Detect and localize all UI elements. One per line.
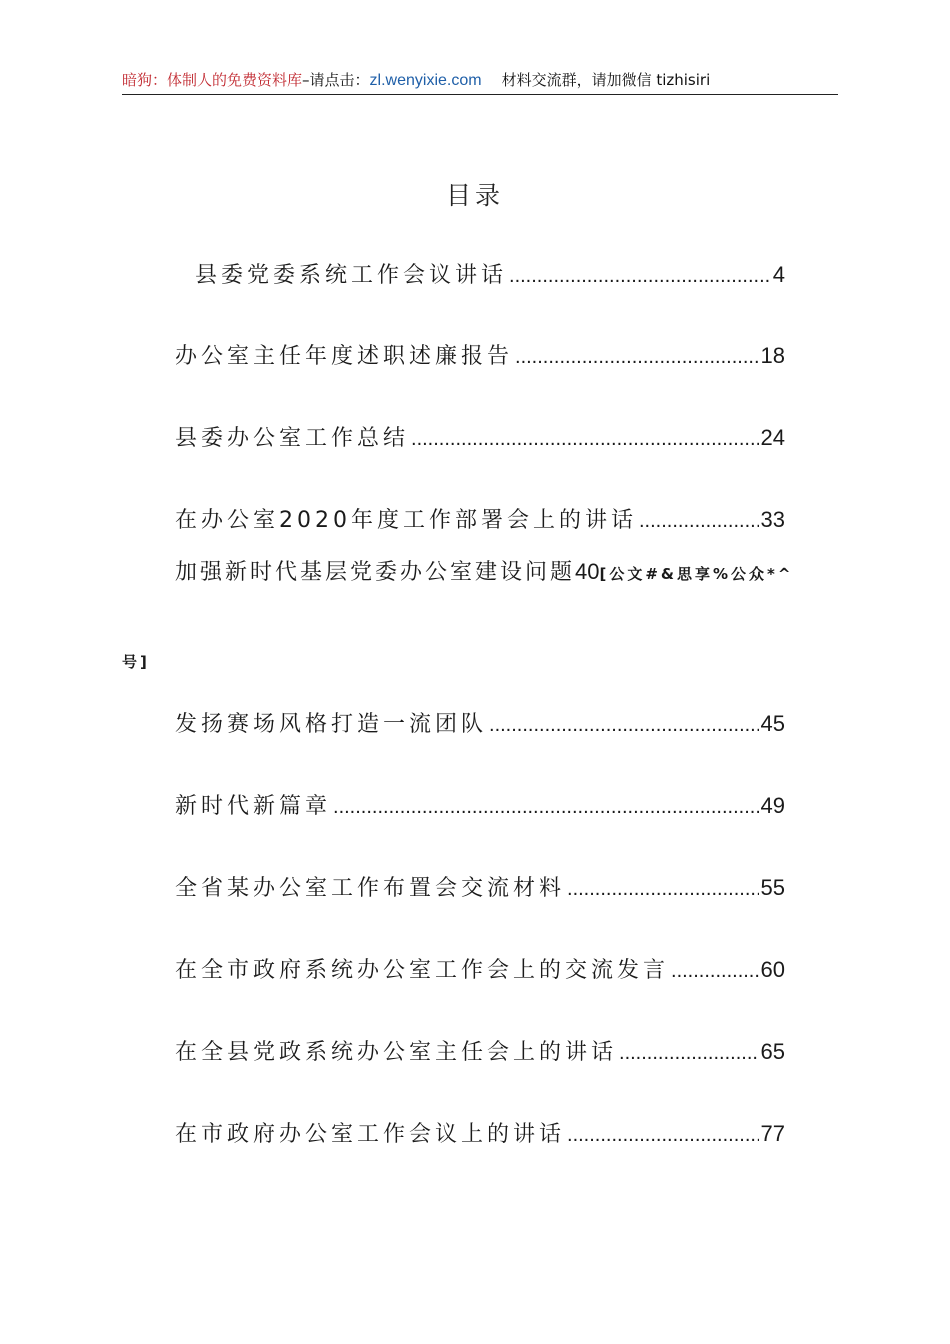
toc-entry-page: 4	[772, 262, 785, 287]
toc-entry-label: 在市政府办公室工作会议上的讲话	[175, 1122, 566, 1147]
page-header	[122, 66, 838, 95]
toc-entry[interactable]	[175, 340, 785, 372]
toc-leader	[639, 505, 759, 537]
toc-entry-page: 60	[760, 957, 785, 982]
toc-entry-page: 24	[760, 425, 785, 450]
toc-leader	[515, 341, 759, 373]
toc-leader	[411, 423, 759, 455]
toc-entry-label: 办公室主任年度述职述廉报告	[175, 344, 514, 369]
toc-entry-page: 18	[760, 343, 785, 368]
toc-entry-label: 在全市政府系统办公室工作会上的交流发言	[175, 958, 670, 983]
toc-entry-label: 县委办公室工作总结	[175, 426, 410, 451]
toc-entry-label: 全省某办公室工作布置会交流材料	[175, 876, 566, 901]
toc-entry[interactable]	[175, 422, 785, 454]
toc-entry-label: 在全县党政系统办公室主任会上的讲话	[175, 1040, 618, 1065]
toc-entry-label: 县委党委系统工作会议讲话	[195, 263, 508, 288]
toc-entry-label: 发扬赛场风格打造一流团队	[175, 712, 488, 737]
toc-leader	[619, 1037, 759, 1069]
toc-entry[interactable]	[175, 954, 785, 986]
toc-entry-page: 40	[575, 559, 600, 584]
toc-entry-page: 65	[760, 1039, 785, 1064]
toc-entry[interactable]	[175, 708, 785, 740]
toc-title: 目录	[445, 181, 504, 210]
toc-entry-label: 在办公室2020年度工作部署会上的讲话	[175, 508, 637, 533]
toc-entry-note-wrap: 号]	[122, 653, 150, 671]
toc-entry[interactable]	[195, 259, 785, 291]
toc-entry-label: 加强新时代基层党委办公室建设问题	[175, 560, 576, 585]
toc-entry[interactable]	[175, 504, 785, 536]
toc-leader	[671, 955, 759, 987]
toc-entry-page: 55	[760, 875, 785, 900]
toc-leader	[567, 873, 759, 905]
toc-entry-page: 33	[760, 507, 785, 532]
header-brand: 暗狗：体制人的免费资料库	[122, 71, 303, 89]
header-link[interactable]: zl.wenyixie.com	[369, 72, 482, 89]
toc-entry-page: 77	[760, 1121, 785, 1146]
toc-entry[interactable]	[175, 1036, 785, 1068]
toc-entry[interactable]	[175, 790, 785, 822]
toc-entry-label: 新时代新篇章	[175, 794, 332, 819]
toc-leader	[567, 1119, 759, 1151]
toc-entry-page: 45	[760, 711, 785, 736]
toc-entry[interactable]	[175, 872, 785, 904]
toc-entry-note: [公文#&思享%公众*^	[599, 565, 794, 583]
header-contact: 材料交流群，请加微信 tizhisiri	[501, 71, 711, 89]
header-link-prefix: –请点击：	[302, 71, 370, 89]
toc-entry[interactable]	[175, 556, 793, 590]
toc-leader	[489, 709, 759, 741]
toc-leader	[509, 260, 771, 292]
toc-leader	[333, 791, 759, 823]
toc-entry-page: 49	[760, 793, 785, 818]
toc-entry[interactable]	[175, 1118, 785, 1150]
